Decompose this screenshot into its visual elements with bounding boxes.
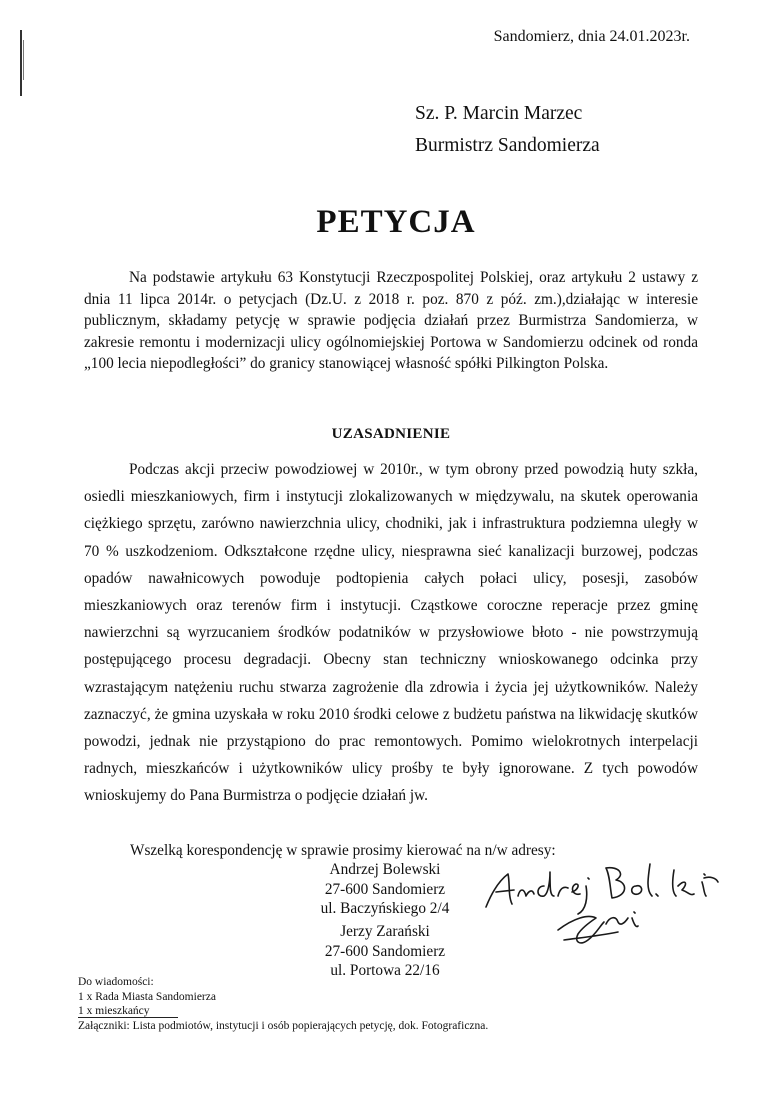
address-street: ul. Baczyńskiego 2/4: [320, 900, 450, 917]
recipient-title: Burmistrz Sandomierza: [415, 135, 600, 156]
scan-margin-mark: [20, 30, 22, 96]
distribution-notes: [78, 975, 488, 1033]
section-heading: UZASADNIENIE: [331, 426, 451, 442]
notes-recipient-residents-text: 1 x mieszkańcy: [78, 1005, 178, 1018]
letter-date: Sandomierz, dnia 24.01.2023r.: [493, 28, 690, 45]
correspondence-line: Wszelką korespondencję w sprawie prosimy kierować na n/w adresy:: [130, 842, 556, 859]
notes-recipient-council: 1 x Rada Miasta Sandomierza: [78, 990, 216, 1003]
handwritten-signature: [478, 852, 728, 962]
address-name: Andrzej Bolewski: [329, 861, 441, 878]
intro-text: Na podstawie artykułu 63 Konstytucji Rzeczpospolitej Polskiej, oraz artykułu 2 ustawy z dnia 11 lipca 2014r. o petycjach (Dz.U. z 2018 r. poz. 870 z póź. zm.),działając w interesie publicznym, składamy petycję w sprawie podjęcia działań przez Burmistrza Sandomierza, w zakresie remontu i modernizacji ulicy ogólnomiejskiej Portowa w Sandomierzu odcinek od ronda „100 lecia niepodległości” do granicy stanowiącej własność spółki Pilkington Polska.: [84, 269, 698, 372]
justification-text: Podczas akcji przeciw powodziowej w 2010r., w tym obrony przed powodzią huty szkła, osiedli mieszkaniowych, firm i instytucji zlokalizowanych w międzywalu, na skutek operowania ciężkiego sprzętu, zarówno nawierzchnia ulicy, chodniki, jak i infrastruktura podziemna uległy w 70 % uszkodzeniom. Odkształcone rzędne ulicy, niesprawna sieć kanalizacji burzowej, podczas opadów nawałnicowych powoduje podtopienia całych połaci ulicy, posesji, zasobów mieszkaniowych oraz terenów firm i instytucji. Cząstkowe coroczne reperacje przez gminę nawierzchni są wyrzucaniem środków podatników w przysłowiowe błoto - nie powstrzymują postępującego procesu degradacji. Obecny stan techniczny wnioskowanego odcinka przy wzrastającym natężeniu ruchu stwarza zagrożenie dla zdrowia i życia jej użytkowników. Należy zaznaczyć, że gmina uzyskała w roku 2010 środki celowe z budżetu państwa na likwidację skutków powodzi, jednak nie przystąpiono do prac remontowych. Pomimo wielokrotnych interpelacji radnych, mieszkańców i użytkowników ulicy prośby te były ignorowane. Z tych powodów wnioskujemy do Pana Burmistrza o podjęcie działań jw.: [84, 461, 698, 805]
address-city: 27-600 Sandomierz: [324, 880, 446, 898]
intro-paragraph: [84, 267, 698, 375]
attachments-line: Załączniki: Lista podmiotów, instytucji i osób popierających petycję, dok. Fotograficzna.: [78, 1019, 489, 1032]
address-block: [305, 860, 465, 919]
recipient-block: [415, 98, 600, 162]
address-street: ul. Portowa 22/16: [330, 962, 440, 979]
address-name: Jerzy Zarański: [340, 923, 430, 940]
notes-recipient-residents: [78, 1004, 488, 1019]
address-city: 27-600 Sandomierz: [324, 942, 446, 960]
document-title: PETYCJA: [316, 204, 476, 240]
address-block: [305, 922, 465, 981]
notes-heading: Do wiadomości:: [78, 976, 154, 988]
recipient-name: Sz. P. Marcin Marzec: [415, 103, 583, 124]
justification-paragraph: [84, 456, 698, 810]
scan-margin-mark: [23, 40, 24, 80]
